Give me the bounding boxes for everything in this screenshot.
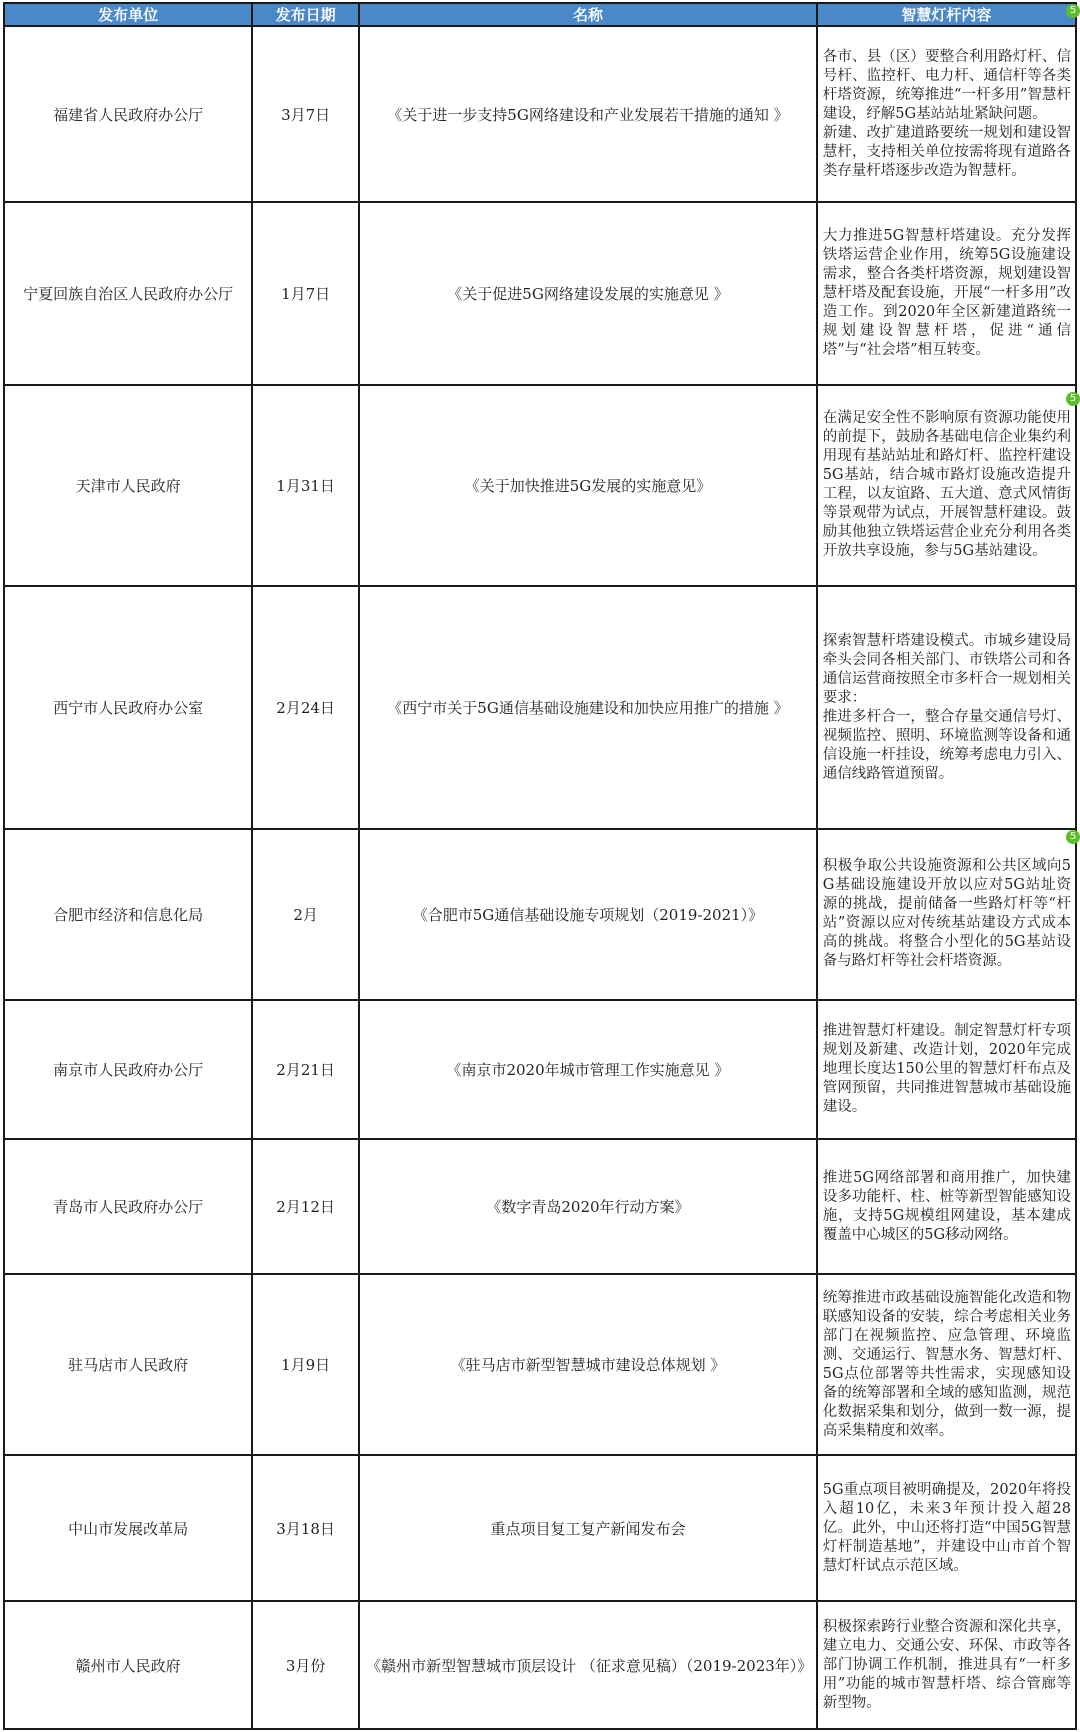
table-row (4, 1139, 1076, 1274)
table-row (4, 1000, 1076, 1140)
cell-date: 3月份 (252, 1601, 359, 1729)
table-row (4, 586, 1076, 829)
cell-date: 3月18日 (252, 1455, 359, 1601)
cell-content: 统筹推进市政基础设施智能化改造和物联感知设备的安装，综合考虑相关业务部门在视频监控、应急管理、环境监测、交通运行、智慧水务、智慧灯杆、5G点位部署等共性需求，实现感知设备的统筹部署和全域的感知监测，规范化数据采集和划分，做到一数一源，提高采集精度和效率。 (817, 1274, 1076, 1455)
cell-date: 2月24日 (252, 586, 359, 829)
cell-date: 1月9日 (252, 1274, 359, 1455)
cell-date: 1月7日 (252, 202, 359, 384)
badge-icon: 5 (1066, 830, 1080, 844)
badge-icon: 5 (1066, 4, 1080, 18)
table-row (4, 1601, 1076, 1729)
cell-publisher: 驻马店市人民政府 (4, 1274, 252, 1455)
table-row (4, 1274, 1076, 1455)
table-row (4, 202, 1076, 384)
table-row (4, 829, 1076, 999)
cell-publisher: 天津市人民政府 (4, 385, 252, 587)
cell-content: 积极探索跨行业整合资源和深化共享，建立电力、交通公安、环保、市政等各部门协调工作机制，推进具有“一杆多用”功能的城市智慧杆塔、综合管廊等新型物。 (817, 1601, 1076, 1729)
cell-publisher: 福建省人民政府办公厅 (4, 26, 252, 202)
cell-content: 探索智慧杆塔建设模式。市城乡建设局牵头会同各相关部门、市铁塔公司和各通信运营商按照全市多杆合一规划相关要求： 推进多杆合一，整合存量交通信号灯、视频监控、照明、环境监测等设备和通信设施一杆挂设，统筹考虑电力引入、通信线路管道预留。 (817, 586, 1076, 829)
cell-content: 5G重点项目被明确提及，2020年将投入超10亿，未来3年预计投入超28亿。此外，中山还将打造“中国5G智慧灯杆制造基地”，并建设中山市首个智慧灯杆试点示范区域。 (817, 1455, 1076, 1601)
cell-date: 3月7日 (252, 26, 359, 202)
cell-title: 《南京市2020年城市管理工作实施意见 》 (359, 1000, 817, 1140)
header-row (4, 3, 1076, 26)
cell-publisher: 赣州市人民政府 (4, 1601, 252, 1729)
cell-title: 《关于加快推进5G发展的实施意见》 (359, 385, 817, 587)
cell-title: 《合肥市5G通信基础设施专项规划（2019-2021）》 (359, 829, 817, 999)
header-date: 发布日期 (252, 3, 359, 26)
cell-title: 《赣州市新型智慧城市顶层设计 （征求意见稿）（2019-2023年）》 (359, 1601, 817, 1729)
cell-publisher: 南京市人民政府办公厅 (4, 1000, 252, 1140)
cell-title: 《数字青岛2020年行动方案》 (359, 1139, 817, 1274)
header-publisher: 发布单位 (4, 3, 252, 26)
cell-date: 1月31日 (252, 385, 359, 587)
cell-publisher: 青岛市人民政府办公厅 (4, 1139, 252, 1274)
table-row (4, 26, 1076, 202)
cell-publisher: 中山市发展改革局 (4, 1455, 252, 1601)
header-content: 智慧灯杆内容 (817, 3, 1076, 26)
cell-content: 积极争取公共设施资源和公共区域向5G基础设施建设开放以应对5G站址资源的挑战，提前储备一些路灯杆等“杆站”资源以应对传统基站建设方式成本高的挑战。将整合小型化的5G基站设备与路灯杆等社会杆塔资源。 (817, 829, 1076, 999)
cell-publisher: 合肥市经济和信息化局 (4, 829, 252, 999)
cell-date: 2月21日 (252, 1000, 359, 1140)
cell-date: 2月 (252, 829, 359, 999)
badge-icon: 5 (1066, 392, 1080, 406)
cell-content: 推进智慧灯杆建设。制定智慧灯杆专项规划及新建、改造计划，2020年完成地理长度达150公里的智慧灯杆布点及管网预留，共同推进智慧城市基础设施建设。 (817, 1000, 1076, 1140)
cell-title: 《关于进一步支持5G网络建设和产业发展若干措施的通知 》 (359, 26, 817, 202)
header-title: 名称 (359, 3, 817, 26)
cell-content: 各市、县（区）要整合利用路灯杆、信号杆、监控杆、电力杆、通信杆等各类杆塔资源，统筹推进“一杆多用”智慧杆建设，纾解5G基站站址紧缺问题。 新建、改扩建道路要统一规划和建设智慧杆，支持相关单位按需将现有道路各类存量杆塔逐步改造为智慧杆。 (817, 26, 1076, 202)
cell-content: 推进5G网络部署和商用推广，加快建设多功能杆、柱、桩等新型智能感知设施，支持5G规模组网建设，基本建成覆盖中心城区的5G移动网络。 (817, 1139, 1076, 1274)
cell-date: 2月12日 (252, 1139, 359, 1274)
cell-publisher: 西宁市人民政府办公室 (4, 586, 252, 829)
cell-publisher: 宁夏回族自治区人民政府办公厅 (4, 202, 252, 384)
cell-title: 《关于促进5G网络建设发展的实施意见 》 (359, 202, 817, 384)
cell-title: 《驻马店市新型智慧城市建设总体规划 》 (359, 1274, 817, 1455)
table-row (4, 385, 1076, 587)
table-row (4, 1455, 1076, 1601)
cell-content: 在满足安全性不影响原有资源功能使用的前提下，鼓励各基础电信企业集约利用现有基站站址和路灯杆、监控杆建设5G基站，结合城市路灯设施改造提升工程，以友谊路、五大道、意式风情街等景观带为试点，开展智慧杆建设。鼓励其他独立铁塔运营企业充分利用各类开放共享设施，参与5G基站建设。 (817, 385, 1076, 587)
cell-title: 重点项目复工复产新闻发布会 (359, 1455, 817, 1601)
cell-title: 《西宁市关于5G通信基础设施建设和加快应用推广的措施 》 (359, 586, 817, 829)
policy-table (3, 2, 1077, 1730)
cell-content: 大力推进5G智慧杆塔建设。充分发挥铁塔运营企业作用，统筹5G设施建设需求，整合各类杆塔资源，规划建设智慧杆塔及配套设施，开展“一杆多用”改造工作。到2020年全区新建道路统一规划建设智慧杆塔，促进“通信塔”与“社会塔”相互转变。 (817, 202, 1076, 384)
